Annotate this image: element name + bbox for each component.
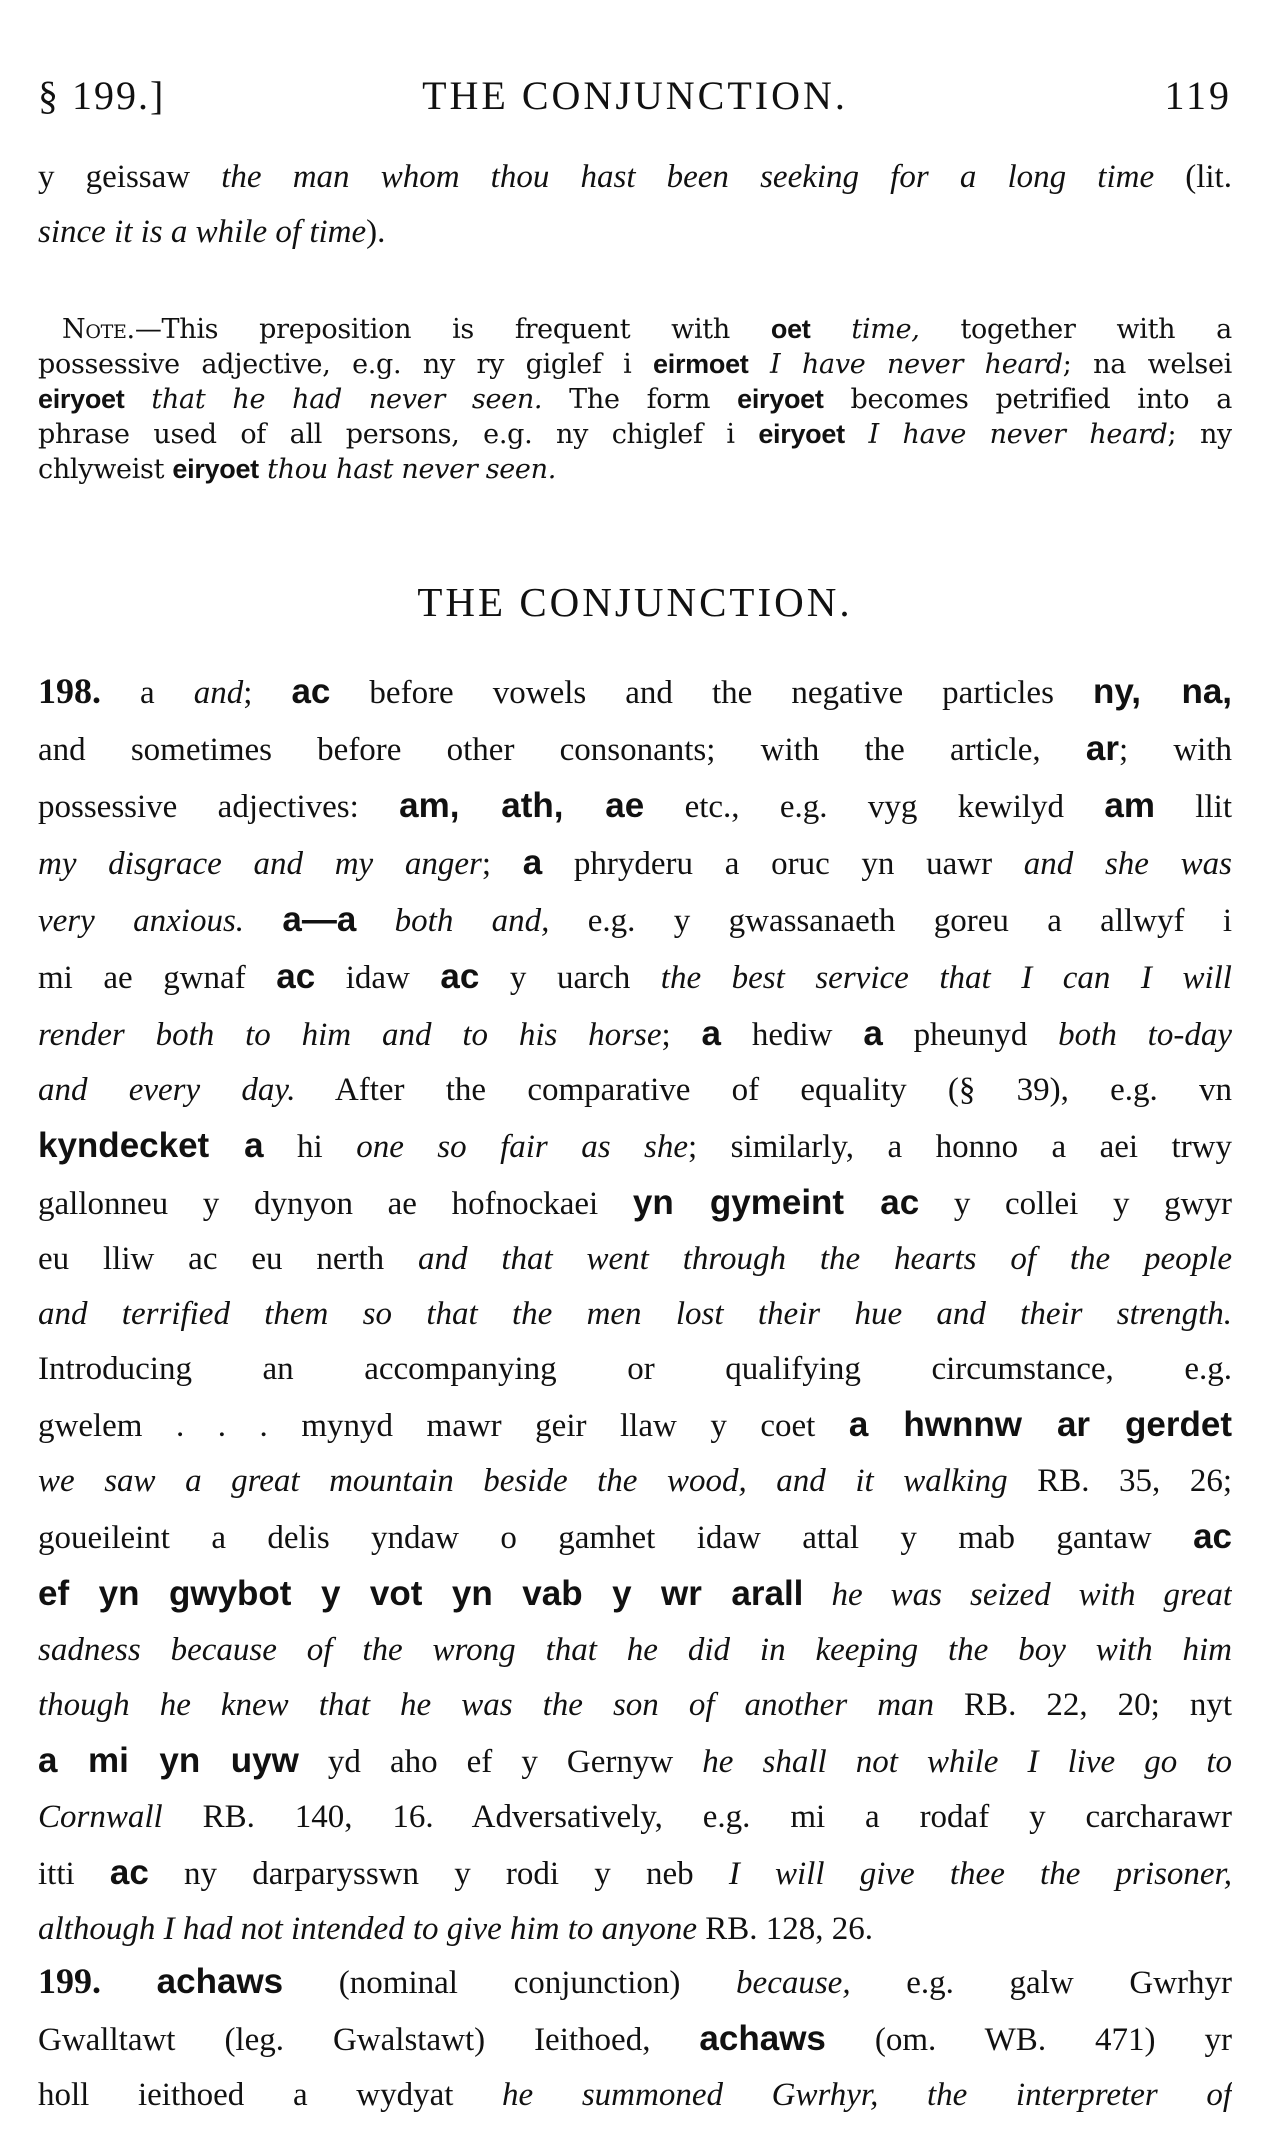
text-line: since it is a while of time). (38, 214, 386, 250)
text-line: goueileint a delis yndaw o gamhet idaw attal y mab gantaw ac (38, 1517, 1232, 1556)
text-line: holl ieithoed a wydyat he summoned Gwrhyr, the interpreter of (38, 2077, 1232, 2113)
text-line: Gwalltawt (leg. Gwalstawt) Ieithoed, achaws (om. WB. 471) yr (38, 2019, 1232, 2058)
text-line: kyndecket a hi one so fair as she; similarly, a honno a aei trwy (38, 1126, 1232, 1165)
section-number: 199. (38, 1961, 101, 2001)
text-line: Introducing an accompanying or qualifying circumstance, e.g. (38, 1351, 1232, 1387)
section-heading: THE CONJUNCTION. (417, 579, 853, 625)
text-line: though he knew that he was the son of another man RB. 22, 20; nyt (38, 1687, 1232, 1723)
text-line: Cornwall RB. 140, 16. Adversatively, e.g. mi a rodaf y carcharawr (38, 1799, 1232, 1835)
text-line: 198. a and; ac before vowels and the negative particles ny, na, (38, 671, 1232, 711)
note-label: Note. (62, 314, 135, 345)
page-number: 119 (1164, 73, 1232, 118)
text-line: y geissaw the man whom thou hast been seeking for a long time (lit. (38, 159, 1232, 195)
text-line: and sometimes before other consonants; with the article, ar; with (38, 729, 1232, 768)
section-199 (38, 1954, 1232, 2123)
text-line: ef yn gwybot y vot yn vab y wr arall he was seized with great (38, 1574, 1232, 1613)
running-head-section: § 199.] (38, 73, 166, 118)
text-line: we saw a great mountain beside the wood, and it walking RB. 35, 26; (38, 1463, 1232, 1499)
text-line: my disgrace and my anger; a phryderu a oruc yn uawr and she was (38, 843, 1232, 882)
text-line: 199. achaws (nominal conjunction) because, e.g. galw Gwrhyr (38, 1961, 1232, 2001)
text-line: phrase used of all persons, e.g. ny chiglef i eiryoet I have never heard; ny (38, 419, 1232, 450)
running-head (38, 72, 1232, 122)
carryover-paragraph (38, 150, 1232, 260)
text-line: Note.—This preposition is frequent with oet time, together with a (62, 314, 1232, 345)
text-line: gwelem . . . mynyd mawr geir llaw y coet a hwnnw ar gerdet (38, 1405, 1232, 1444)
text-line: mi ae gwnaf ac idaw ac y uarch the best service that I can I will (38, 957, 1232, 996)
note-paragraph (38, 312, 1232, 487)
text-line: gallonneu y dynyon ae hofnockaei yn gymeint ac y collei y gwyr (38, 1183, 1232, 1222)
text-line: render both to him and to his horse; a hediw a pheunyd both to-day (38, 1014, 1232, 1053)
text-line: chlyweist eiryoet thou hast never seen. (38, 454, 556, 485)
running-head-title: THE CONJUNCTION. (422, 73, 848, 118)
text-line: and every day. After the comparative of equality (§ 39), e.g. vn (38, 1072, 1232, 1108)
section-number: 198. (38, 671, 101, 711)
text-line: possessive adjective, e.g. ny ry giglef i eirmoet I have never heard; na welsei (38, 349, 1232, 380)
text-line: sadness because of the wrong that he did in keeping the boy with him (38, 1632, 1232, 1668)
text-line: possessive adjectives: am, ath, ae etc., e.g. vyg kewilyd am llit (38, 786, 1232, 825)
text-line: eiryoet that he had never seen. The form eiryoet becomes petrified into a (38, 384, 1232, 415)
text-line: eu lliw ac eu nerth and that went through the hearts of the people (38, 1241, 1232, 1277)
text-line: very anxious. a—a both and, e.g. y gwassanaeth goreu a allwyf i (38, 900, 1232, 939)
text-line: itti ac ny darparysswn y rodi y neb I will give thee the prisoner, (38, 1853, 1232, 1892)
text-line: although I had not intended to give him to anyone RB. 128, 26. (38, 1911, 873, 1947)
section-198 (38, 664, 1232, 1957)
text-line: and terrified them so that the men lost their hue and their strength. (38, 1296, 1232, 1332)
text-line: a mi yn uyw yd aho ef y Gernyw he shall not while I live go to (38, 1741, 1232, 1780)
